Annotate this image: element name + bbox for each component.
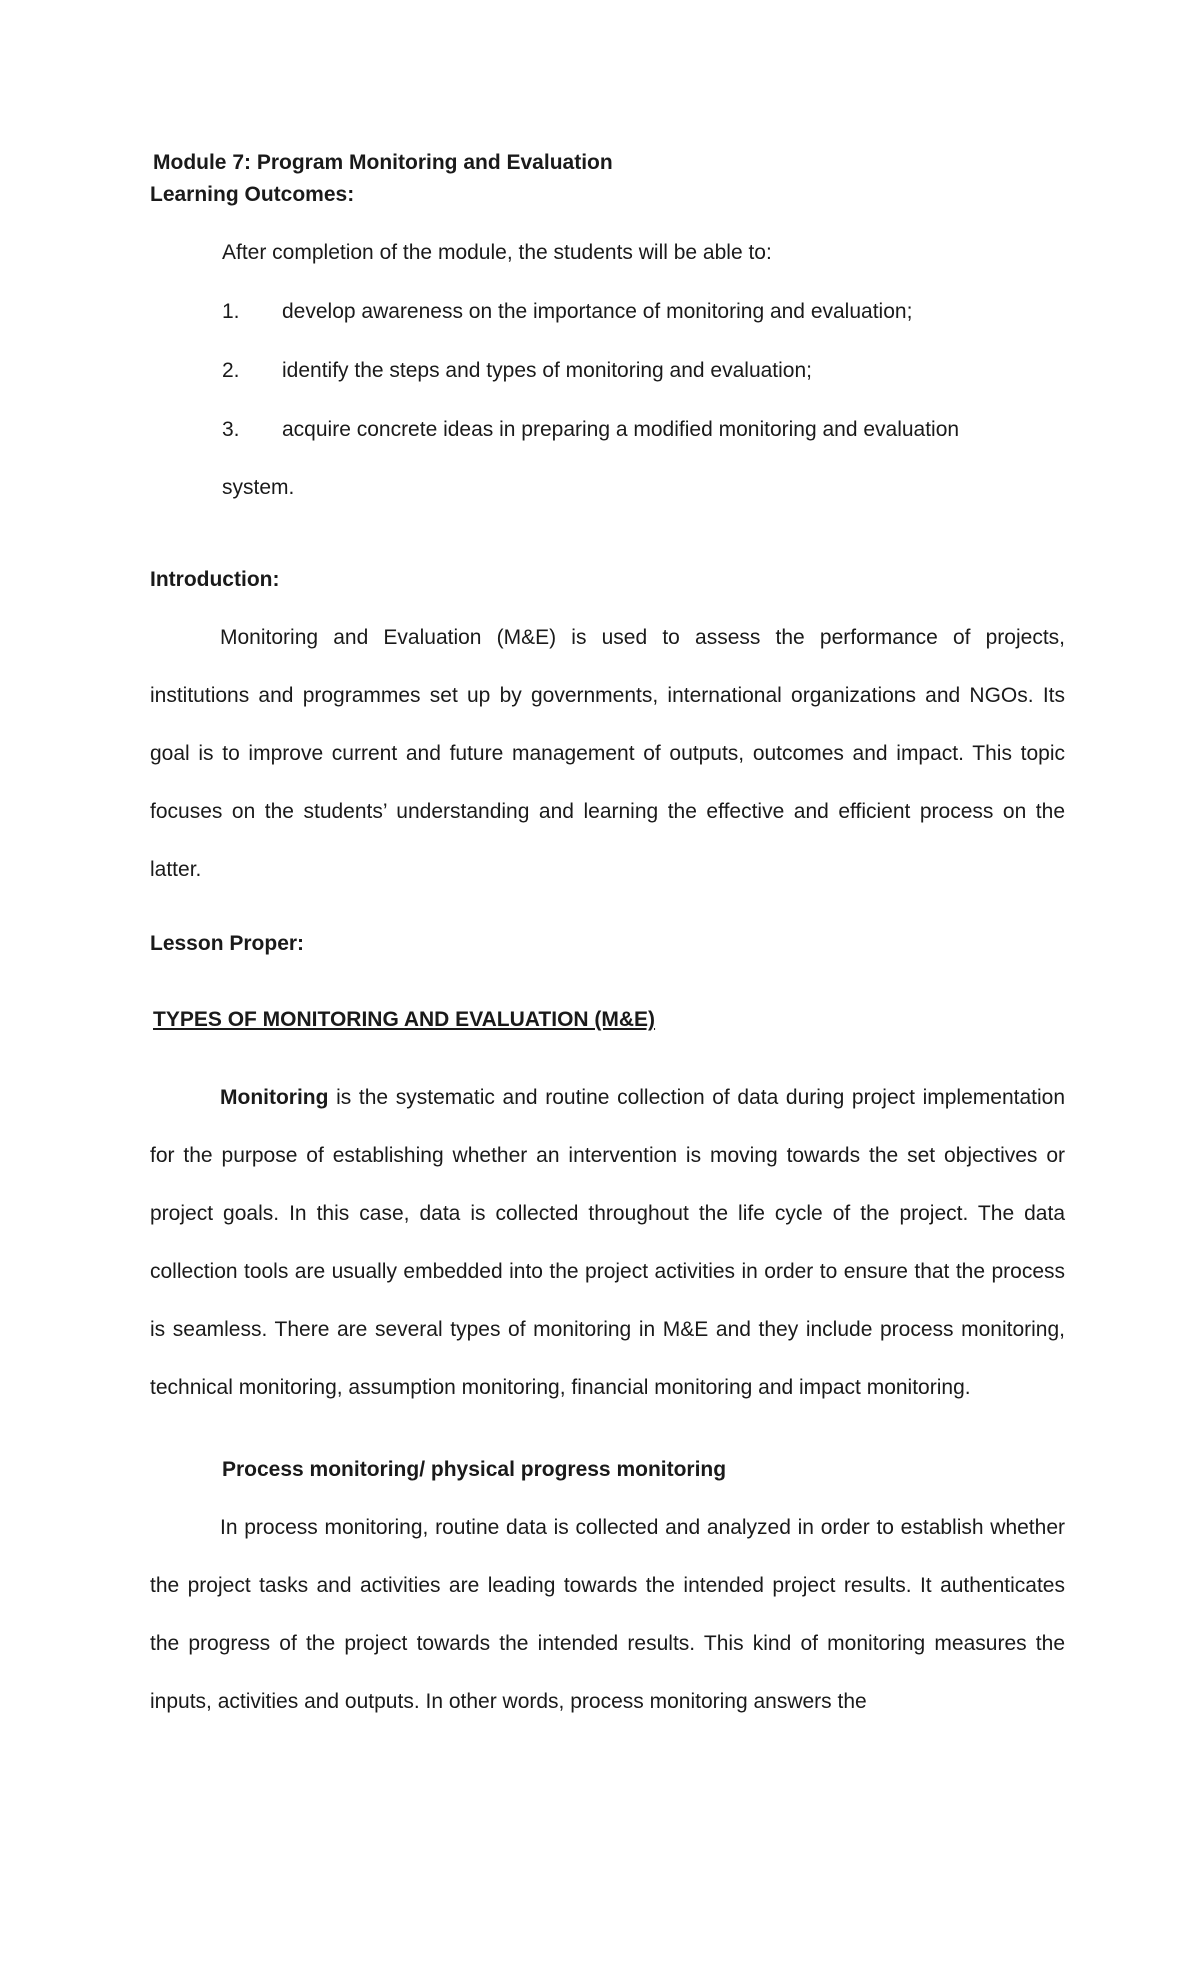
learning-outcome-item [222, 297, 1065, 327]
outcome-continuation: system. [222, 476, 295, 499]
process-monitoring-heading: Process monitoring/ physical progress monitoring [222, 1458, 727, 1481]
outcome-number: 1. [222, 300, 240, 323]
monitoring-paragraph [150, 1069, 1065, 1417]
learning-outcome-item [222, 415, 1065, 445]
learning-outcome-item [222, 356, 1065, 386]
lesson-proper-heading: Lesson Proper: [150, 932, 305, 955]
outcome-number: 3. [222, 418, 240, 441]
introduction-heading: Introduction: [150, 568, 280, 591]
learning-outcomes-list [150, 297, 1065, 445]
monitoring-term: Monitoring [220, 1086, 329, 1109]
module-title: Module 7: Program Monitoring and Evaluation [153, 151, 613, 174]
learning-outcomes-intro: After completion of the module, the students will be able to: [222, 241, 772, 264]
outcome-text: develop awareness on the importance of monitoring and evaluation; [282, 300, 913, 323]
outcome-text: identify the steps and types of monitoring and evaluation; [282, 359, 813, 382]
types-of-me-heading: TYPES OF MONITORING AND EVALUATION (M&E) [153, 1008, 656, 1031]
process-monitoring-paragraph: In process monitoring, routine data is collected and analyzed in order to establish whether the project tasks and activities are leading towards the intended project results. It authenticates the progress of the project towards the intended results. This kind of monitoring measures the inputs, activities and outputs. In other words, process monitoring answers the [150, 1516, 1065, 1713]
learning-outcomes-heading: Learning Outcomes: [150, 183, 355, 206]
monitoring-definition: is the systematic and routine collection of data during project implementation for the purpose of establishing whether an intervention is moving towards the set objectives or project goals. In this case, data is collected throughout the life cycle of the project. The data collection tools are usually embedded into the project activities in order to ensure that the process is seamless. There are several types of monitoring in M&E and they include process monitoring, technical monitoring, assumption monitoring, financial monitoring and impact monitoring. [150, 1086, 1065, 1399]
outcome-number: 2. [222, 359, 240, 382]
outcome-text: acquire concrete ideas in preparing a modified monitoring and evaluation [282, 418, 960, 441]
introduction-paragraph: Monitoring and Evaluation (M&E) is used to assess the performance of projects, institutions and programmes set up by governments, international organizations and NGOs. Its goal is to improve current and future management of outputs, outcomes and impact. This topic focuses on the students’ understanding and learning the effective and efficient process on the latter. [150, 626, 1065, 881]
